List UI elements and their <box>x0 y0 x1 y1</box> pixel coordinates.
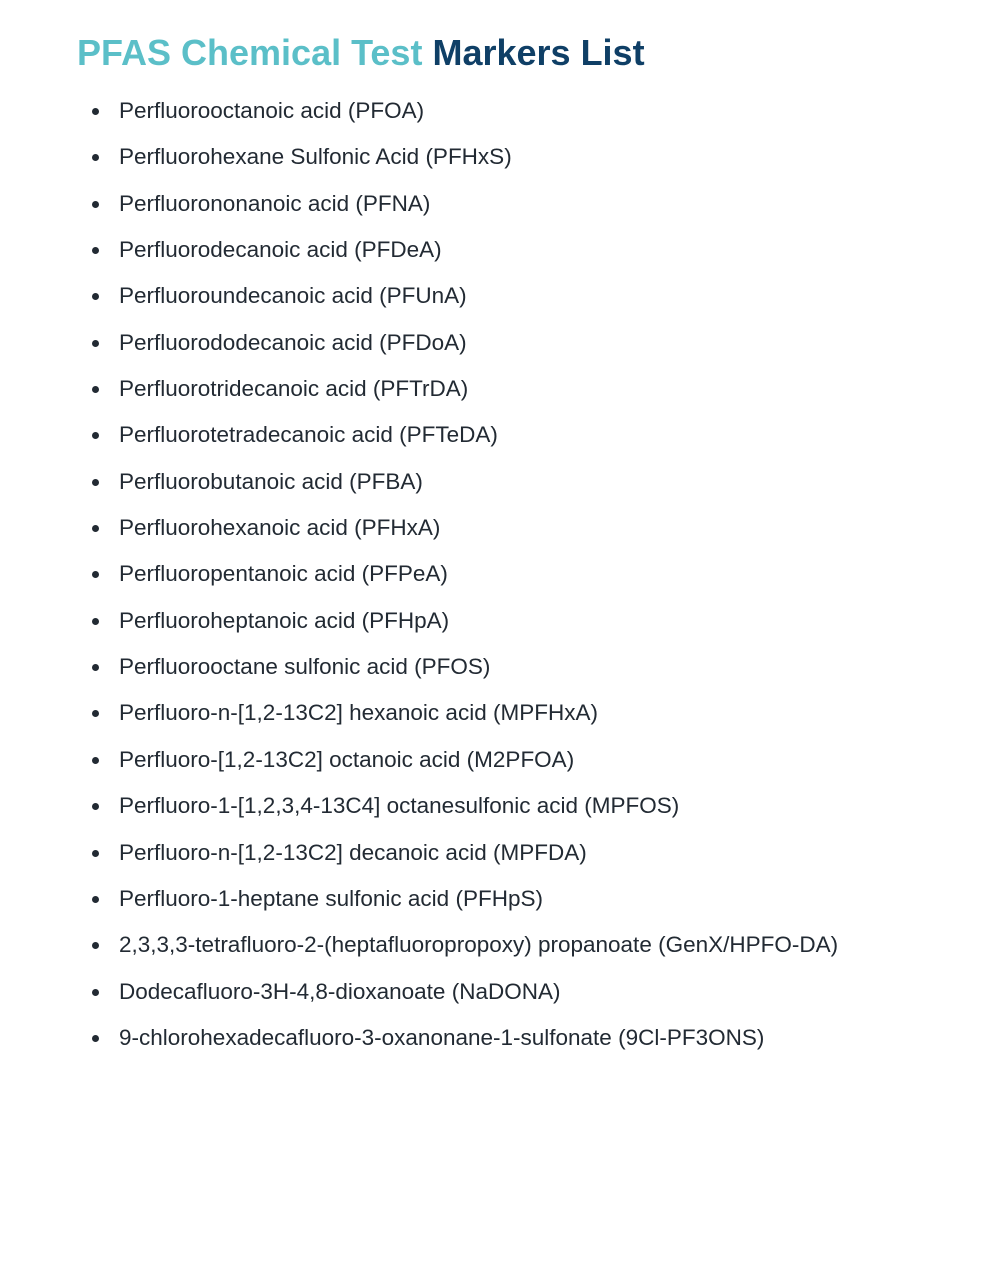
list-item <box>0 551 838 597</box>
list-item <box>0 783 838 829</box>
list-item <box>0 273 838 319</box>
page-title <box>77 30 645 76</box>
markers-list <box>0 88 838 1061</box>
list-item <box>0 505 838 551</box>
list-item-text: Perfluorononanoic acid (PFNA) <box>119 190 431 216</box>
bullet-icon <box>92 108 99 115</box>
list-item <box>0 876 838 922</box>
list-item-text: Perfluoro-n-[1,2-13C2] decanoic acid (MPFDA) <box>119 839 587 865</box>
bullet-icon <box>92 803 99 810</box>
bullet-icon <box>92 757 99 764</box>
bullet-icon <box>92 340 99 347</box>
list-item <box>0 459 838 505</box>
list-item-text: Perfluorooctanoic acid (PFOA) <box>119 98 425 123</box>
bullet-icon <box>92 942 99 949</box>
list-item <box>0 181 838 227</box>
bullet-icon <box>92 525 99 532</box>
bullet-icon <box>92 571 99 578</box>
bullet-icon <box>92 896 99 903</box>
list-item <box>0 598 838 644</box>
list-item-text: Perfluorotridecanoic acid (PFTrDA) <box>119 376 469 402</box>
bullet-icon <box>92 850 99 857</box>
bullet-icon <box>92 710 99 717</box>
bullet-icon <box>92 479 99 486</box>
list-item-text: Perfluoroheptanoic acid (PFHpA) <box>119 607 450 633</box>
list-item <box>0 922 838 968</box>
list-item-text: Perfluorotetradecanoic acid (PFTeDA) <box>119 422 498 448</box>
bullet-icon <box>92 386 99 393</box>
bullet-icon <box>92 664 99 671</box>
bullet-icon <box>92 201 99 208</box>
list-item-text: Perfluorohexane Sulfonic Acid (PFHxS) <box>119 144 512 170</box>
list-item-text: Perfluorodecanoic acid (PFDeA) <box>119 237 442 263</box>
list-item <box>0 644 838 690</box>
list-item-text: Perfluoroundecanoic acid (PFUnA) <box>119 283 467 309</box>
bullet-icon <box>92 989 99 996</box>
bullet-icon <box>92 432 99 439</box>
list-item <box>0 690 838 736</box>
list-item-text: 2,3,3,3-tetrafluoro-2-(heptafluoropropoxy) propanoate (GenX/HPFO-DA) <box>119 932 839 958</box>
list-item <box>0 830 838 876</box>
list-item-text: Perfluorobutanoic acid (PFBA) <box>119 468 423 494</box>
title-part-navy: Markers List <box>432 32 645 73</box>
bullet-icon <box>92 247 99 254</box>
list-item-text: Perfluorooctane sulfonic acid (PFOS) <box>119 654 491 680</box>
list-item-text: Perfluorododecanoic acid (PFDoA) <box>119 329 467 355</box>
list-item-text: Dodecafluoro-3H-4,8-dioxanoate (NaDONA) <box>119 978 561 1004</box>
list-item <box>0 737 838 783</box>
list-item-text: Perfluorohexanoic acid (PFHxA) <box>119 515 441 541</box>
list-item <box>0 134 838 180</box>
list-item-text: Perfluoro-1-heptane sulfonic acid (PFHpS) <box>119 885 543 911</box>
list-item <box>0 412 838 458</box>
list-item-text: Perfluoro-[1,2-13C2] octanoic acid (M2PFOA) <box>119 746 575 772</box>
list-item <box>0 366 838 412</box>
list-item <box>0 227 838 273</box>
list-item <box>0 1015 838 1061</box>
list-item-text: Perfluoro-n-[1,2-13C2] hexanoic acid (MPFHxA) <box>119 700 598 726</box>
list-item <box>0 969 838 1015</box>
bullet-icon <box>92 618 99 625</box>
list-item <box>0 320 838 366</box>
title-part-teal: PFAS Chemical Test <box>77 32 423 73</box>
list-item-text: Perfluoropentanoic acid (PFPeA) <box>119 561 448 587</box>
list-item-text: Perfluoro-1-[1,2,3,4-13C4] octanesulfonic acid (MPFOS) <box>119 793 680 819</box>
list-item-text: 9-chlorohexadecafluoro-3-oxanonane-1-sulfonate (9Cl-PF3ONS) <box>119 1024 765 1050</box>
bullet-icon <box>92 154 99 161</box>
bullet-icon <box>92 1035 99 1042</box>
list-item <box>0 88 838 134</box>
bullet-icon <box>92 293 99 300</box>
